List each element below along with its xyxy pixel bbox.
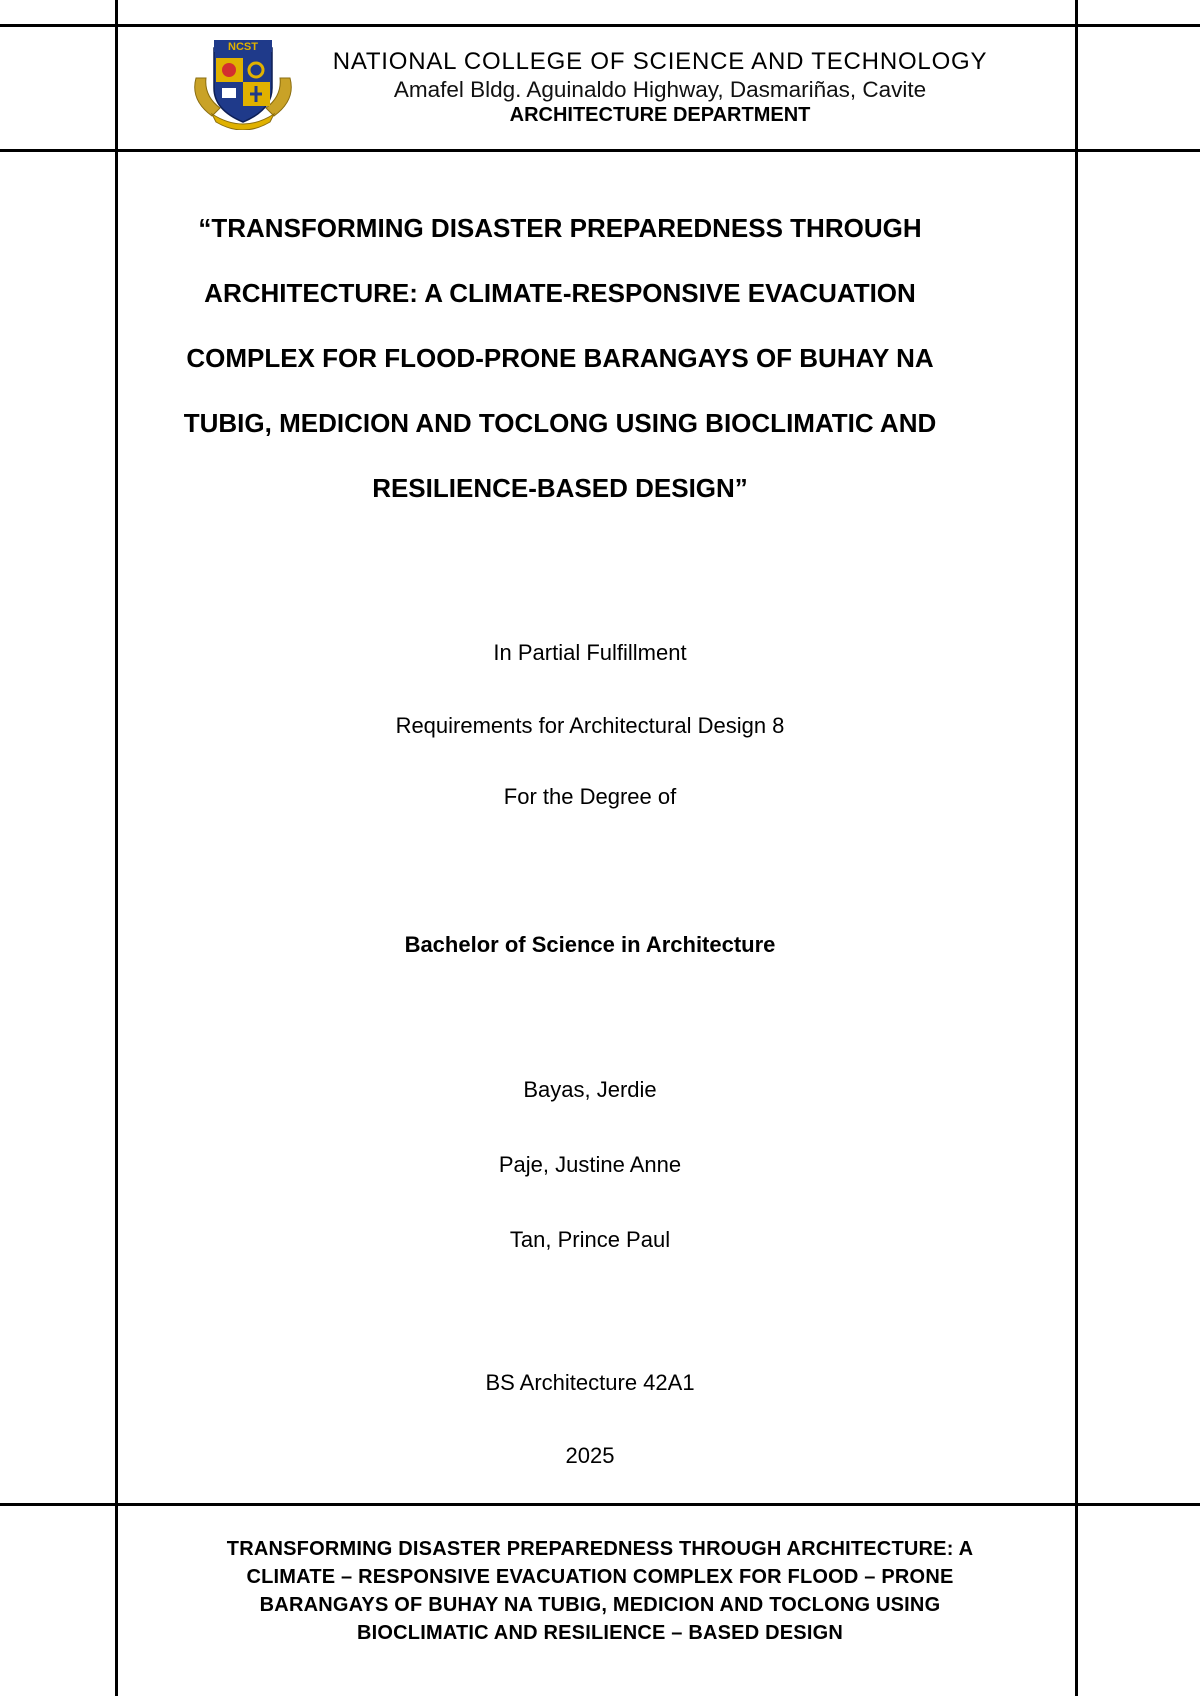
author-name: Tan, Prince Paul xyxy=(509,1227,671,1252)
title-line: “TRANSFORMING DISASTER PREPAREDNESS THROUGH xyxy=(198,213,922,243)
requirements-line: Requirements for Architectural Design 8 xyxy=(395,713,785,738)
footer-divider-line xyxy=(0,1503,1200,1506)
footer-title-line: CLIMATE – RESPONSIVE EVACUATION COMPLEX FOR FLOOD – PRONE xyxy=(246,1566,954,1588)
degree-name: Bachelor of Science in Architecture xyxy=(404,932,776,957)
author-name: Paje, Justine Anne xyxy=(498,1152,682,1177)
title-line: TUBIG, MEDICION AND TOCLONG USING BIOCLIMATIC AND xyxy=(183,408,937,438)
top-border-line xyxy=(0,24,1200,27)
department-name: ARCHITECTURE DEPARTMENT xyxy=(509,104,811,126)
logo-text: NCST xyxy=(228,41,258,53)
footer-title-line: TRANSFORMING DISASTER PREPAREDNESS THROUGH ARCHITECTURE: A xyxy=(226,1538,974,1560)
college-address: Amafel Bldg. Aguinaldo Highway, Dasmariñas, Cavite xyxy=(393,77,927,102)
left-border-line xyxy=(115,0,118,1696)
section-label: BS Architecture 42A1 xyxy=(485,1370,695,1395)
footer-running-title xyxy=(160,1535,1040,1647)
thesis-title xyxy=(120,196,1000,521)
college-name: NATIONAL COLLEGE OF SCIENCE AND TECHNOLOGY xyxy=(332,48,988,75)
author-name: Bayas, Jerdie xyxy=(523,1077,657,1102)
title-line: RESILIENCE-BASED DESIGN” xyxy=(372,473,748,503)
year-label: 2025 xyxy=(565,1443,615,1468)
right-border-line xyxy=(1075,0,1078,1696)
footer-title-line: BARANGAYS OF BUHAY NA TUBIG, MEDICION AND TOCLONG USING xyxy=(259,1594,941,1616)
footer-title-line: BIOCLIMATIC AND RESILIENCE – BASED DESIGN xyxy=(356,1622,843,1644)
letterhead xyxy=(190,38,1020,128)
fulfillment-line: In Partial Fulfillment xyxy=(493,640,687,665)
header-divider-line xyxy=(0,149,1200,152)
title-line: COMPLEX FOR FLOOD-PRONE BARANGAYS OF BUHAY NA xyxy=(186,343,934,373)
degree-intro-line: For the Degree of xyxy=(503,784,677,809)
letterhead-text xyxy=(300,48,1020,127)
college-seal-logo xyxy=(190,38,296,130)
title-line: ARCHITECTURE: A CLIMATE-RESPONSIVE EVACUATION xyxy=(204,278,916,308)
